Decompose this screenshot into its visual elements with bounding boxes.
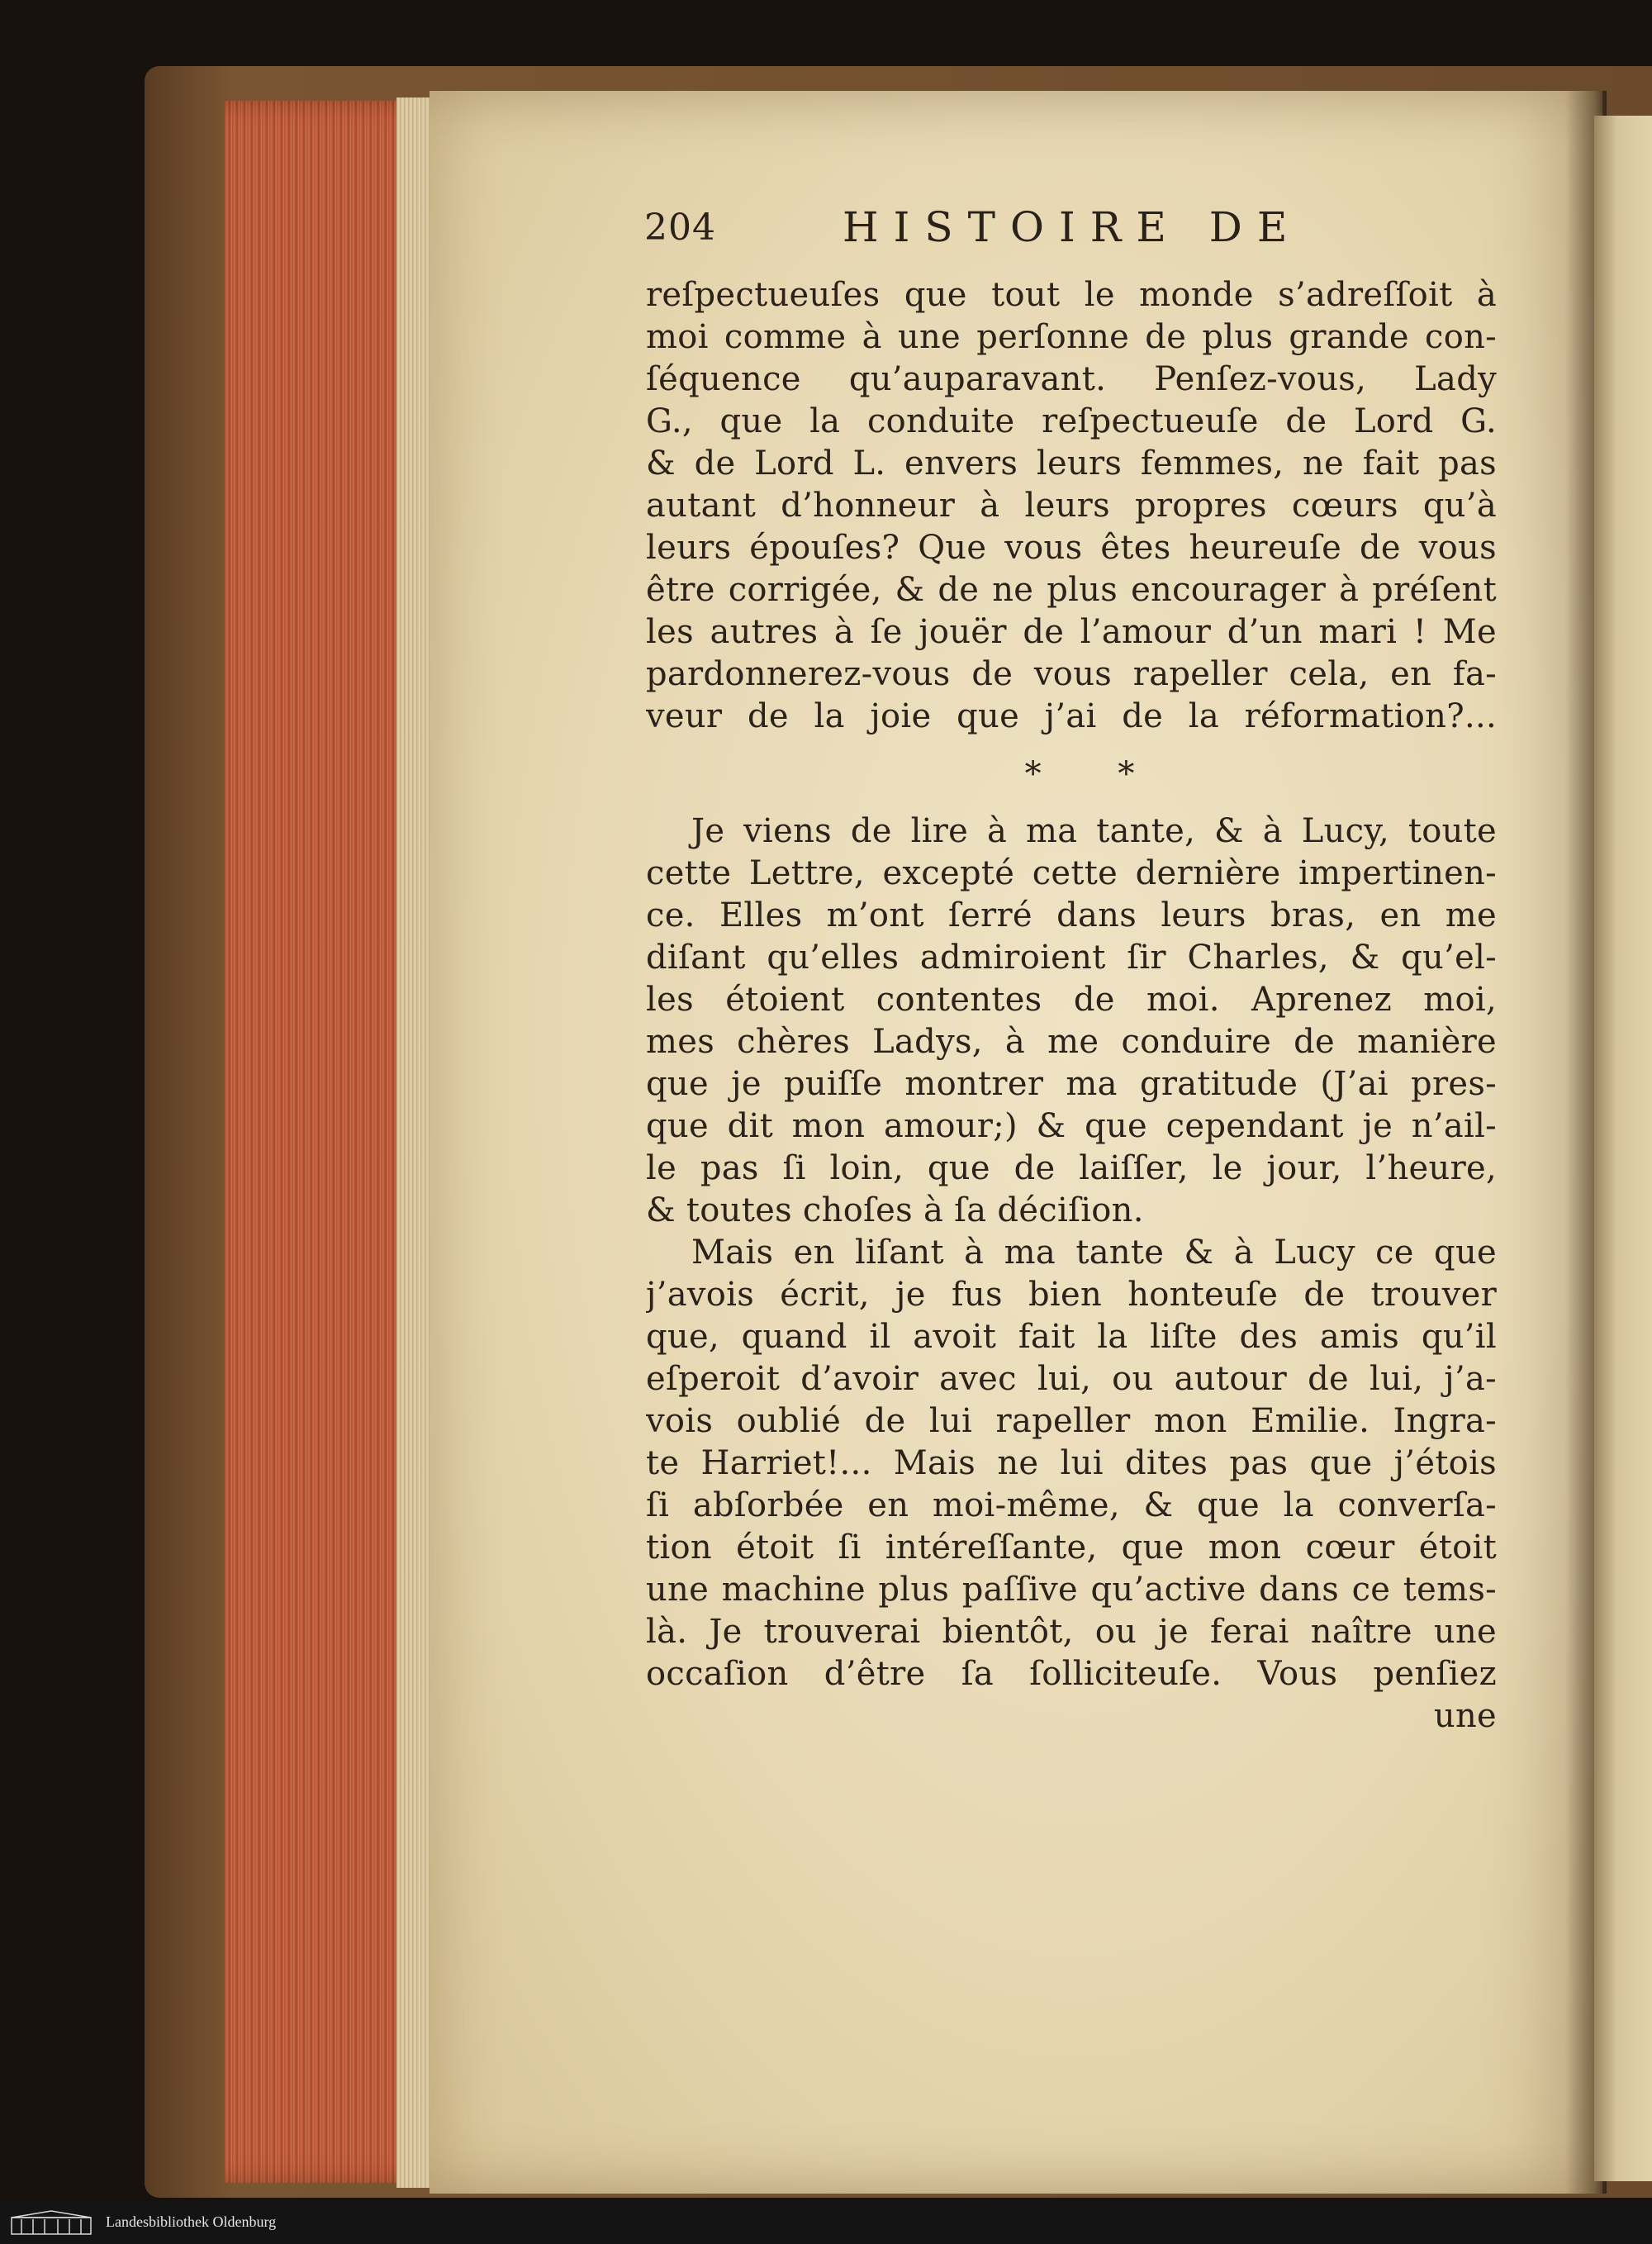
text-line: tion étoit ſi intéreſſante, que mon cœur étoit — [646, 1528, 1497, 1567]
text-line: G., que la conduite reſpectueuſe de Lord G. — [646, 402, 1497, 440]
text-line: moi comme à une perſonne de plus grande con- — [646, 318, 1497, 356]
text-line: que, quand il avoit fait la liſte des amis qu’il — [646, 1318, 1497, 1356]
text-line: ce. Elles m’ont ſerré dans leurs bras, en me — [646, 896, 1497, 934]
library-footer-bar — [0, 2203, 1652, 2244]
text-line: ſi abſorbée en moi-même, & que la converſa- — [646, 1486, 1497, 1524]
running-head — [644, 203, 1512, 264]
text-line: te Harriet!... Mais ne lui dites pas que j’étois — [646, 1444, 1497, 1482]
text-line: occaſion d’être ſa ſolliciteuſe. Vous penſiez — [646, 1655, 1497, 1693]
running-title: HISTOIRE DE — [843, 203, 1303, 251]
text-line: j’avois écrit, je fus bien honteuſe de trouver — [646, 1276, 1497, 1314]
text-line: mes chères Ladys, à me conduire de manière — [646, 1023, 1497, 1061]
text-line: eſperoit d’avoir avec lui, ou autour de lui, j’a- — [646, 1360, 1497, 1398]
text-line: que je puiſſe montrer ma gratitude (J’ai pres- — [646, 1065, 1497, 1103]
library-name: Landesbibliothek Oldenburg — [106, 2213, 277, 2230]
text-line: le pas ſi loin, que de laiſſer, le jour, l’heure, — [646, 1149, 1497, 1187]
facing-page-edge — [1594, 116, 1652, 2181]
library-building-icon — [10, 2209, 93, 2236]
text-line: & toutes choſes à ſa déciſion. — [646, 1191, 1144, 1229]
text-line: diſant qu’elles admiroient ſir Charles, & qu’el- — [646, 939, 1497, 977]
text-line: & de Lord L. envers leurs femmes, ne fait pas — [646, 445, 1497, 483]
text-line: vois oublié de lui rapeller mon Emilie. Ingra- — [646, 1402, 1497, 1440]
text-line: Je viens de lire à ma tante, & à Lucy, toute — [691, 812, 1497, 850]
text-line: reſpectueuſes que tout le monde s’adreſſoit à — [646, 276, 1497, 314]
text-line: Mais en liſant à ma tante & à Lucy ce que — [691, 1234, 1497, 1272]
text-line: ſéquence qu’auparavant. Penſez-vous, Lady — [646, 360, 1497, 398]
text-line: là. Je trouverai bientôt, ou je ferai naître une — [646, 1613, 1497, 1651]
text-line: que dit mon amour;) & que cependant je n’ail- — [646, 1107, 1497, 1145]
text-line: cette Lettre, excepté cette dernière impertinen- — [646, 854, 1497, 892]
text-line: une machine plus paſſive qu’active dans ce tems- — [646, 1571, 1497, 1609]
body-text — [646, 274, 1497, 1738]
page-number: 204 — [644, 207, 716, 249]
text-line: leurs épouſes? Que vous êtes heureuſe de vous — [646, 529, 1497, 567]
text-line: autant d’honneur à leurs propres cœurs qu’à — [646, 487, 1497, 525]
text-line: les autres à ſe jouër de l’amour d’un mari ! Me — [646, 613, 1497, 651]
section-separator: * * — [1024, 755, 1168, 793]
text-line: pardonnerez-vous de vous rapeller cela, en fa- — [646, 655, 1497, 693]
text-line: veur de la joie que j’ai de la réformation?... — [646, 697, 1497, 735]
text-line: être corrigée, & de ne plus encourager à préſent — [646, 571, 1497, 609]
catchword: une — [1433, 1697, 1497, 1735]
text-line: les étoient contentes de moi. Aprenez moi, — [646, 981, 1497, 1019]
